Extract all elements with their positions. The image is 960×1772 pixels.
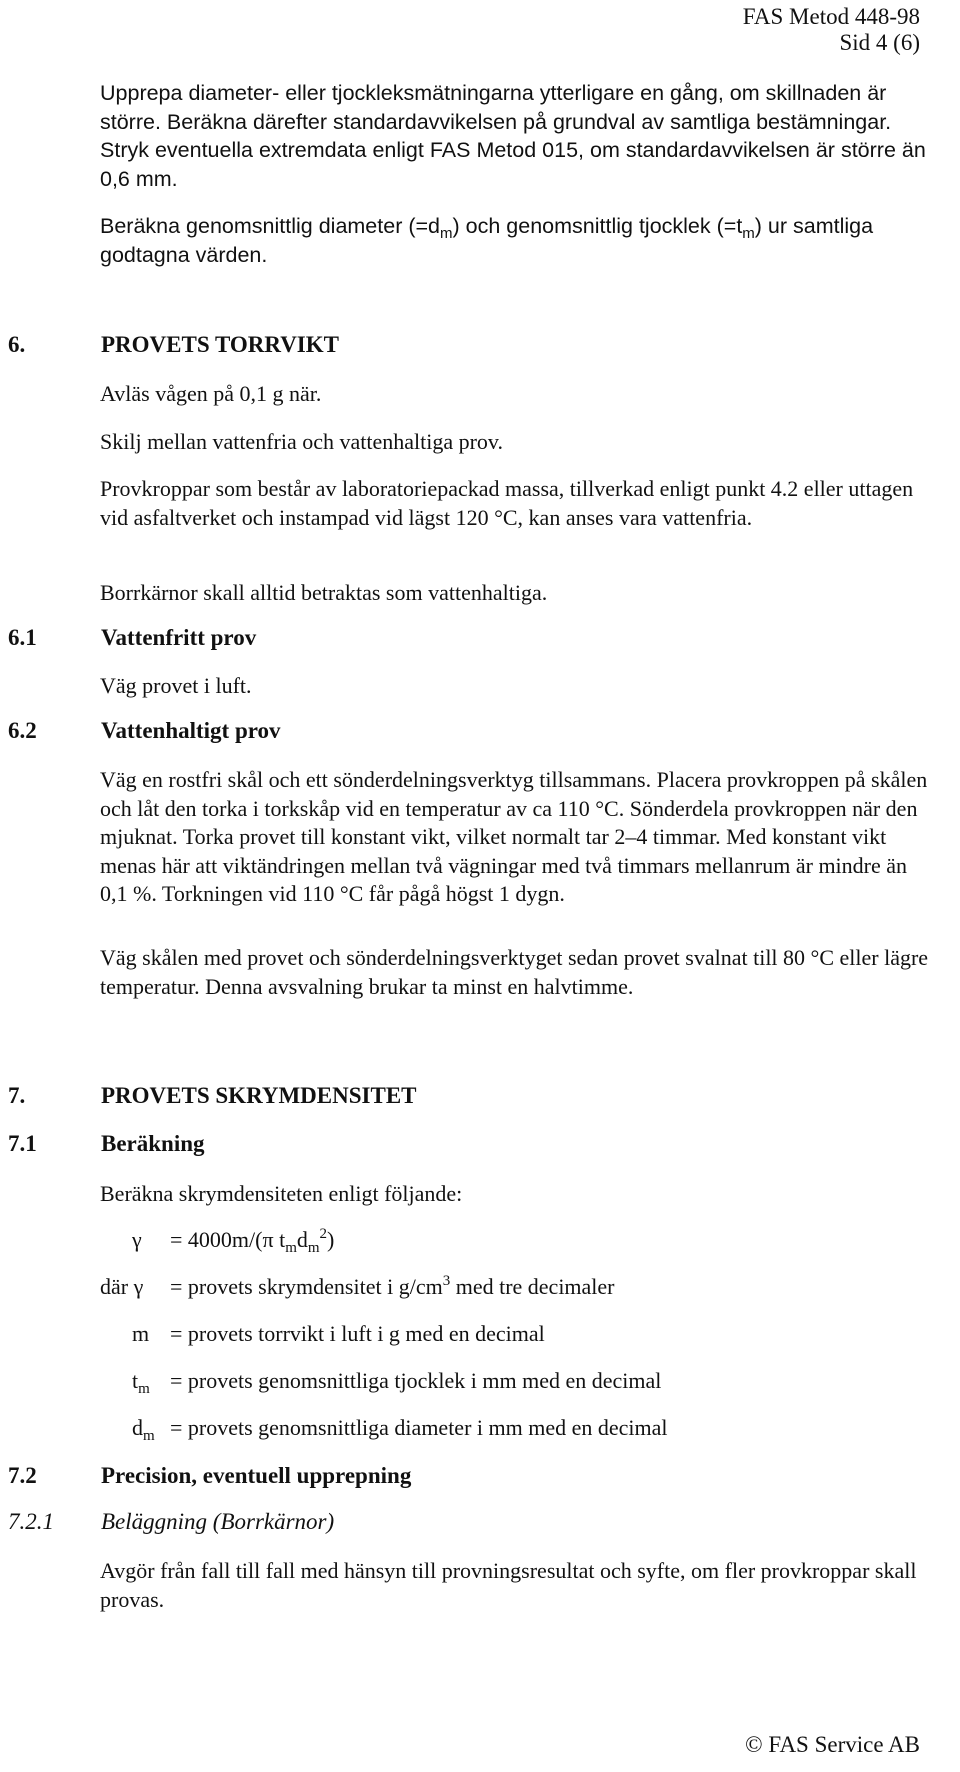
subscript: m bbox=[742, 225, 755, 242]
definition-row bbox=[0, 1321, 960, 1353]
section-6-paragraph-1: Avläs vågen på 0,1 g när. bbox=[100, 381, 322, 406]
subscript: m bbox=[307, 1240, 320, 1256]
section-7-1-intro: Beräkna skrymdensiteten enligt följande: bbox=[100, 1181, 463, 1206]
section-6-paragraph-3: Provkroppar som består av laboratoriepackad massa, tillverkad enligt punkt 4.2 eller uttagen vid asfaltverket och instampad vid lägst 120 °C, kan anses vara vattenfria. bbox=[100, 476, 914, 530]
section-title: Vattenhaltigt prov bbox=[101, 718, 281, 743]
definition-symbol: där γ bbox=[100, 1274, 144, 1299]
section-number: 6.2 bbox=[8, 718, 37, 743]
section-title: PROVETS SKRYMDENSITET bbox=[101, 1083, 417, 1108]
intro-paragraph-2 bbox=[100, 212, 930, 269]
formula-part: ) bbox=[327, 1227, 335, 1252]
definition-part: = provets skrymdensitet i g/cm bbox=[170, 1274, 443, 1299]
section-6-1-heading bbox=[8, 625, 256, 651]
formula-part: d bbox=[296, 1227, 308, 1252]
section-title: Beläggning (Borrkärnor) bbox=[101, 1509, 335, 1534]
section-7-heading bbox=[8, 1083, 417, 1109]
formula-expression bbox=[170, 1226, 335, 1256]
density-formula bbox=[0, 1227, 960, 1259]
symbol-text: t bbox=[132, 1368, 139, 1393]
subscript: m bbox=[138, 1381, 150, 1397]
definition-row bbox=[0, 1368, 960, 1400]
definition-symbol bbox=[132, 1415, 155, 1444]
definition-row bbox=[0, 1274, 960, 1306]
formula-part: = 4000m/(π t bbox=[170, 1227, 286, 1252]
section-title: Beräkning bbox=[101, 1131, 205, 1156]
intro-p2-text-a: Beräkna genomsnittlig diameter (=d bbox=[100, 214, 441, 238]
section-number: 7. bbox=[8, 1083, 26, 1108]
definition-symbol bbox=[132, 1321, 149, 1347]
section-number: 7.1 bbox=[8, 1131, 37, 1156]
formula-symbol: γ bbox=[132, 1227, 142, 1252]
symbol-text: m bbox=[132, 1321, 150, 1346]
subscript: m bbox=[285, 1240, 297, 1256]
definition-row bbox=[0, 1415, 960, 1447]
superscript: 3 bbox=[442, 1273, 451, 1289]
definition-text bbox=[170, 1274, 615, 1300]
definition-text: = provets genomsnittliga diameter i mm med en decimal bbox=[170, 1415, 668, 1440]
section-7-2-1-heading bbox=[8, 1509, 334, 1535]
section-6-2-paragraph-2: Väg skålen med provet och sönderdelningsverktyget sedan provet svalnat till 80 °C eller lägre temperatur. Denna avsvalning brukar ta minst en halvtimme. bbox=[100, 945, 929, 999]
method-id: FAS Metod 448-98 bbox=[742, 4, 920, 29]
intro-p2-text-b: ) och genomsnittlig tjocklek (=t bbox=[452, 214, 743, 238]
section-title: Precision, eventuell upprepning bbox=[101, 1463, 412, 1488]
section-7-1-heading bbox=[8, 1131, 205, 1157]
section-number: 6. bbox=[8, 332, 26, 357]
section-number: 6.1 bbox=[8, 625, 37, 650]
definition-symbol bbox=[132, 1368, 150, 1397]
section-number: 7.2 bbox=[8, 1463, 37, 1488]
section-6-paragraph-4: Borrkärnor skall alltid betraktas som vattenhaltiga. bbox=[100, 580, 548, 605]
intro-p2-text-c: ) ur samtliga godtagna värden. bbox=[100, 214, 874, 267]
section-number: 7.2.1 bbox=[8, 1509, 54, 1534]
section-title: Vattenfritt prov bbox=[101, 625, 257, 650]
intro-paragraph-1: Upprepa diameter- eller tjockleksmätningarna ytterligare en gång, om skillnaden är större. Beräkna därefter standardavvikelsen på grundval av samtliga bestämningar. Stryk eventuella extremdata enligt FAS Metod 015, om standardavvikelsen är större än 0,6 mm. bbox=[100, 81, 926, 191]
definition-text: = provets genomsnittliga tjocklek i mm med en decimal bbox=[170, 1368, 662, 1393]
section-6-2-paragraph-1: Väg en rostfri skål och ett sönderdelningsverktyg tillsammans. Placera provkroppen på skålen och låt den torka i torkskåp vid en temperatur av ca 110 °C. Sönderdela provkroppen när den mjuknat. Torka provet till konstant vikt, vilket normalt tar 2–4 timmar. Med konstant vikt menas här att viktändringen mellan två vägningar med två timmars mellanrum är mindre än 0,1 %. Torkningen vid 110 °C får pågå högst 1 dygn. bbox=[100, 767, 928, 906]
definition-text: = provets torrvikt i luft i g med en decimal bbox=[170, 1321, 545, 1346]
section-6-heading bbox=[8, 332, 339, 358]
page-number: Sid 4 (6) bbox=[839, 30, 920, 55]
section-7-2-1-paragraph: Avgör från fall till fall med hänsyn till provningsresultat och syfte, om fler provkroppar skall provas. bbox=[100, 1558, 917, 1612]
footer-copyright: © FAS Service AB bbox=[745, 1732, 920, 1757]
definition-part: med tre decimaler bbox=[450, 1274, 615, 1299]
section-7-2-heading bbox=[8, 1463, 411, 1489]
subscript: m bbox=[143, 1428, 155, 1444]
section-6-1-paragraph: Väg provet i luft. bbox=[100, 673, 252, 698]
section-6-2-heading bbox=[8, 718, 281, 744]
section-6-paragraph-2: Skilj mellan vattenfria och vattenhaltiga prov. bbox=[100, 429, 504, 454]
page-header bbox=[743, 4, 920, 56]
subscript: m bbox=[440, 225, 453, 242]
section-title: PROVETS TORRVIKT bbox=[101, 332, 339, 357]
symbol-text: d bbox=[132, 1415, 143, 1440]
superscript: 2 bbox=[319, 1226, 328, 1242]
